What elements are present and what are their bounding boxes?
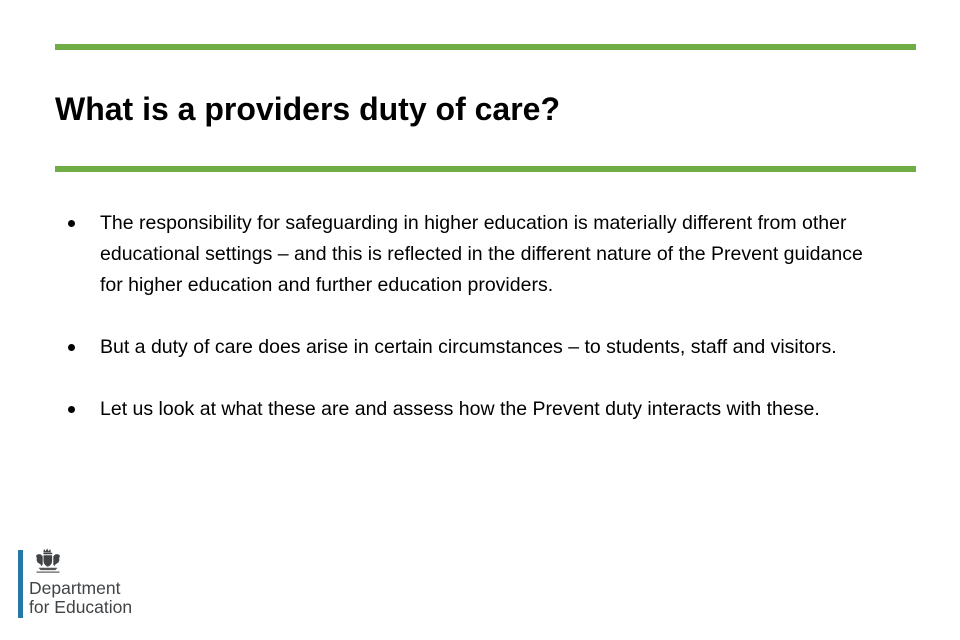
bullet-item: The responsibility for safeguarding in higher education is materially different from other educational settings – and this is reflected in the different nature of the Prevent guidance for higher education and further education providers. (55, 208, 890, 301)
logo-wordmark (29, 579, 132, 616)
logo-wordmark-line2: for Education (29, 596, 133, 617)
bullet-item: Let us look at what these are and assess how the Prevent duty interacts with these. (55, 394, 890, 425)
logo-blue-bar (18, 550, 23, 618)
page-title: What is a providers duty of care? (55, 91, 560, 127)
bullet-item: But a duty of care does arise in certain circumstances – to students, staff and visitors. (55, 332, 890, 363)
logo-wordmark-line1: Department (29, 578, 121, 598)
top-divider-rule (55, 44, 916, 50)
logo-body (29, 546, 132, 616)
royal-crest-icon (30, 546, 66, 576)
dfe-logo (18, 546, 132, 618)
bullet-list (55, 208, 863, 456)
bottom-divider-rule (55, 166, 916, 172)
